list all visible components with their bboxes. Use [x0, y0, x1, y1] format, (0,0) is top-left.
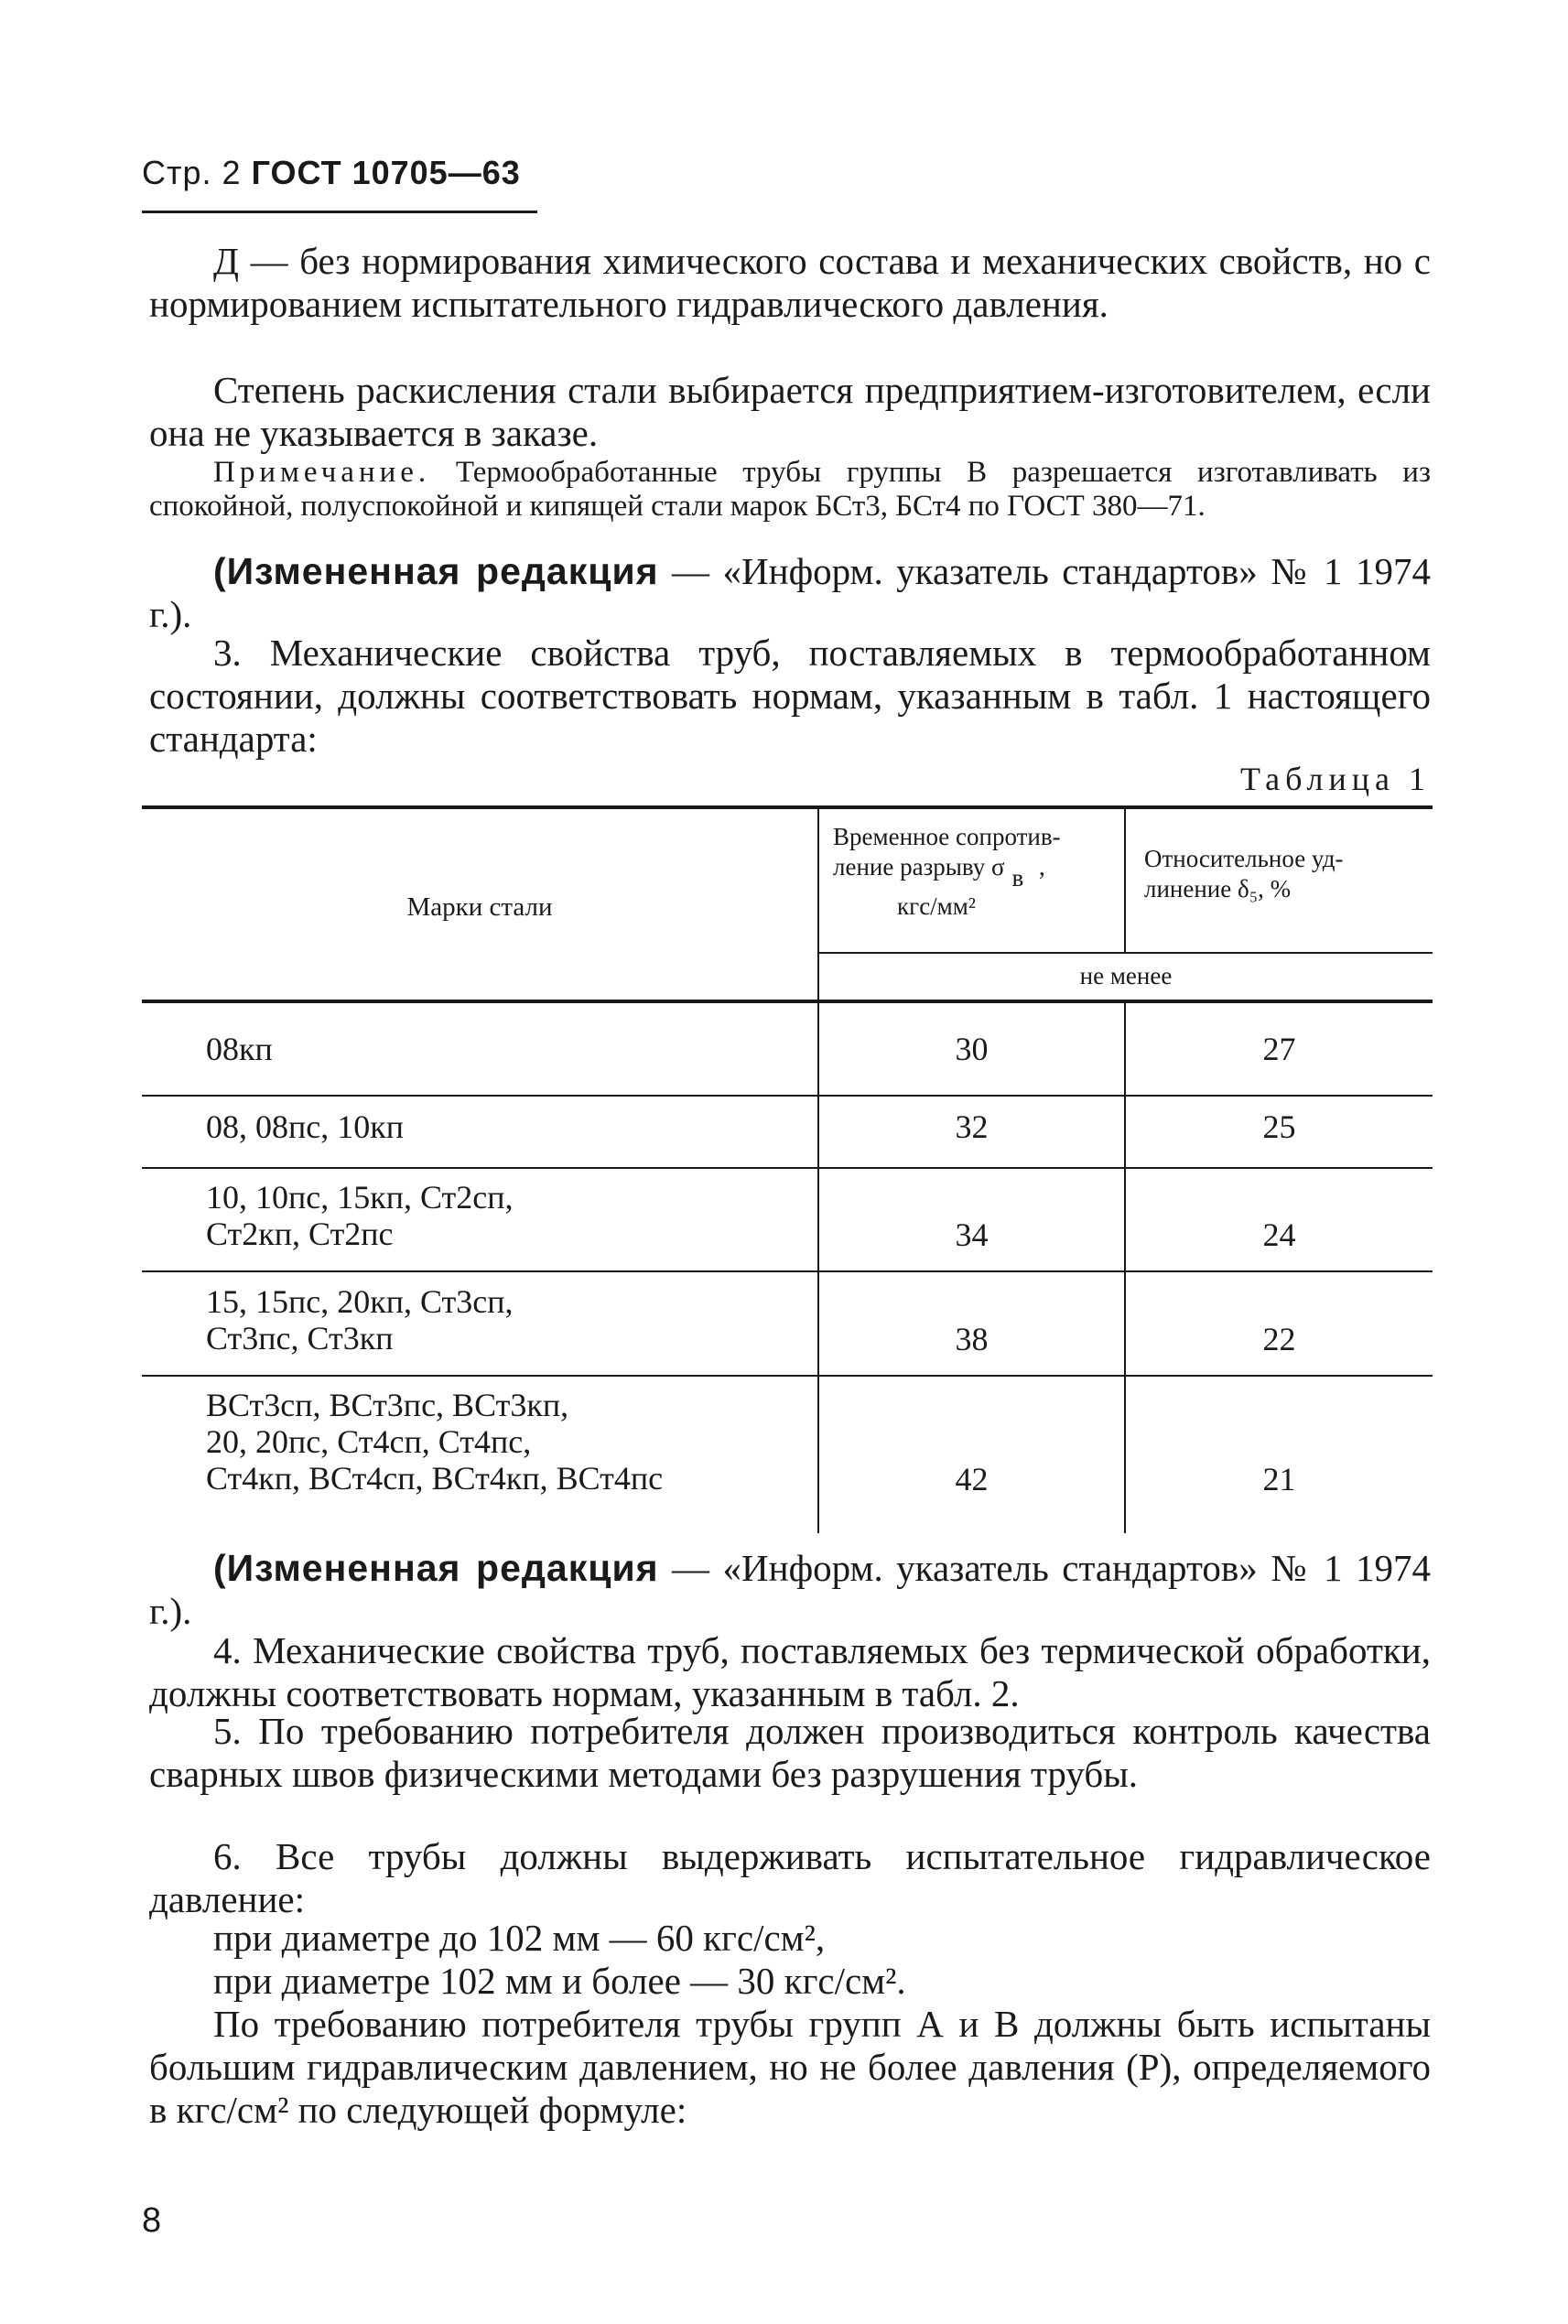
table-caption: Таблица 1: [1240, 761, 1431, 797]
paragraph-3: 3. Механические свойства труб, поставляемых в термообработанном состоянии, должны соответствовать нормам, указанным в табл. 1 настоящего стандарта:: [149, 632, 1431, 760]
note-label: Примечание.: [213, 456, 431, 489]
table-row-2-strength: 32: [955, 1108, 989, 1145]
row-rule-3: [142, 1270, 1433, 1272]
col-rule-2-header: [1124, 805, 1126, 952]
header-elongation: Относительное уд- линение δ₅, %: [1144, 845, 1344, 903]
col-rule-1: [817, 805, 819, 1533]
table-row-5-elongation: 21: [1262, 1461, 1296, 1497]
row-rule-4: [142, 1375, 1433, 1377]
table-row-3-elongation: 24: [1262, 1216, 1296, 1253]
table-row-4-elongation: 22: [1262, 1321, 1296, 1357]
header-rule: [142, 211, 537, 213]
table-1: [142, 805, 1433, 1533]
table-row-4-strength: 38: [955, 1321, 989, 1357]
amendment-2-bold: (Измененная редакция: [213, 1547, 659, 1589]
paragraph-4: 4. Механические свойства труб, поставляемых без термической обработки, должны соответствовать нормам, указанным в табл. 2.: [149, 1629, 1431, 1714]
amendment-1-rest: — «Информ. указатель стандартов» № 1 1974 г.).: [149, 550, 1431, 635]
table-row-1-strength: 30: [955, 1031, 989, 1067]
page-header: [142, 154, 521, 192]
col-rule-2-body: [1124, 1001, 1126, 1533]
table-row-5-strength: 42: [955, 1461, 989, 1497]
table-row-5-grade: ВСт3сп, ВСт3пс, ВСт3кп, 20, 20пс, Ст4сп, Ст4пс, Ст4кп, ВСт4сп, ВСт4кп, ВСт4пс: [206, 1387, 664, 1497]
table-row-1-elongation: 27: [1262, 1031, 1296, 1067]
amendment-2-rest: — «Информ. указатель стандартов» № 1 1974 г.).: [149, 1547, 1431, 1632]
paragraph-group-d: Д — без нормирования химического состава и механических свойств, но с нормированием испытательного гидравлического давления.: [149, 240, 1431, 325]
paragraph-6a: при диаметре до 102 мм — 60 кгс/см²,: [213, 1917, 826, 1959]
table-row-2-grade: 08, 08пс, 10кп: [206, 1108, 404, 1145]
amendment-1: [149, 550, 1431, 636]
page-number: 8: [142, 2201, 162, 2240]
note: [149, 456, 1431, 524]
paragraph-6b: при диаметре 102 мм и более — 30 кгс/см².: [213, 1960, 906, 2002]
paragraph-6: 6. Все трубы должны выдерживать испытательное гидравлическое давление:: [149, 1835, 1431, 1920]
page-label: Стр. 2: [142, 154, 242, 191]
table-row-3-strength: 34: [955, 1216, 989, 1253]
table-row-4-grade: 15, 15пс, 20кп, Ст3сп, Ст3пс, Ст3кп: [206, 1283, 514, 1357]
paragraph-5: 5. По требованию потребителя должен производиться контроль качества сварных швов физическими методами без разрушения трубы.: [149, 1710, 1431, 1795]
table-row-1-grade: 08кп: [206, 1031, 273, 1067]
row-rule-2: [142, 1167, 1433, 1169]
row-rule-1: [142, 1095, 1433, 1097]
amendment-2: [149, 1547, 1431, 1633]
amendment-1-bold: (Измененная редакция: [213, 550, 659, 592]
table-row-3-grade: 10, 10пс, 15кп, Ст2сп, Ст2кп, Ст2пс: [206, 1179, 514, 1252]
header-bottom-rule: [142, 1000, 1433, 1003]
standard-number: ГОСТ 10705—63: [251, 154, 521, 191]
table-row-2-elongation: 25: [1262, 1108, 1296, 1145]
header-tensile-strength: Временное сопротив- ление разрыву σ в , кгс/мм²: [833, 823, 1061, 920]
subheader-not-less: не менее: [1079, 962, 1173, 989]
paragraph-7: По требованию потребителя трубы групп А и В должны быть испытаны большим гидравлическим давлением, но не более давления (Р), определяемого в кгс/см² по следующей формуле:: [149, 2003, 1431, 2131]
note-text: Термообработанные трубы группы В разрешается изготавливать из спокойной, полуспокойной и кипящей стали марок БСт3, БСт4 по ГОСТ 380—71.: [149, 456, 1431, 523]
header-steel-grades: Марки стали: [406, 892, 553, 922]
paragraph-deoxidation: Степень раскисления стали выбирается предприятием-изготовителем, если она не указывается в заказе.: [149, 369, 1431, 454]
header-split-rule: [819, 952, 1433, 954]
table-top-rule: [142, 805, 1433, 809]
